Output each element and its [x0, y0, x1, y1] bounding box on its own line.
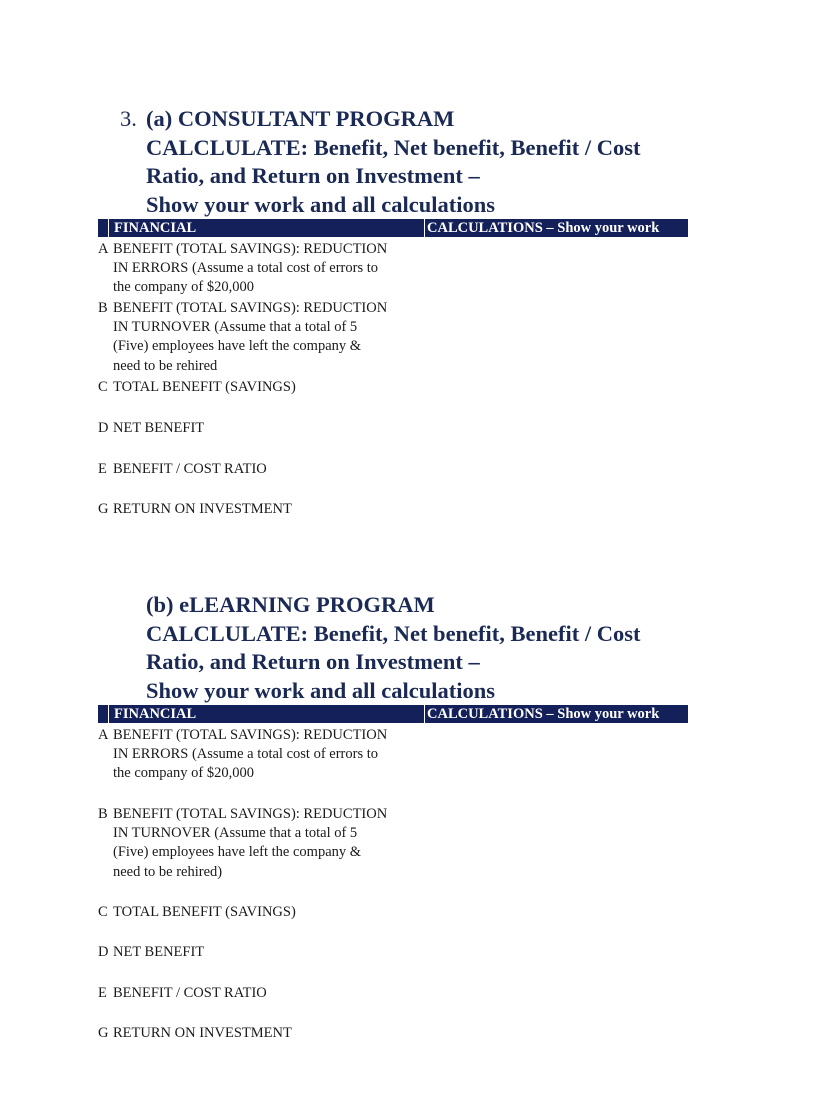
row-label-line: BENEFIT (TOTAL SAVINGS): REDUCTION — [113, 300, 388, 316]
row-label-line: IN ERRORS (Assume a total cost of errors to — [113, 260, 378, 277]
row-letter: A — [98, 727, 109, 743]
heading-line: Show your work and all calculations — [146, 678, 496, 704]
row-label — [113, 903, 428, 922]
row-label — [113, 378, 428, 397]
row-label — [113, 943, 428, 962]
row-letter: D — [98, 420, 109, 436]
row-letter: B — [98, 300, 108, 316]
row-label-line: the company of $20,000 — [113, 279, 254, 296]
row-letter: A — [98, 241, 109, 257]
row-letter: D — [98, 944, 109, 960]
heading-line: CALCLULATE: Benefit, Net benefit, Benefit / Cost — [146, 620, 641, 646]
heading-line: (a) CONSULTANT PROGRAM — [146, 106, 455, 131]
row-label — [113, 726, 428, 784]
row-label — [113, 460, 428, 479]
row-label-line: BENEFIT / COST RATIO — [113, 985, 267, 1001]
row-label-line: (Five) employees have left the company & — [113, 844, 362, 861]
row-label — [113, 1024, 428, 1043]
row-label-line: IN TURNOVER (Assume that a total of 5 — [113, 825, 358, 842]
row-letter: G — [98, 501, 109, 517]
section-heading — [146, 105, 746, 220]
row-label-line: BENEFIT (TOTAL SAVINGS): REDUCTION — [113, 241, 388, 257]
row-label-line: need to be rehired — [113, 357, 218, 374]
row-label-line: need to be rehired) — [113, 863, 223, 880]
table-header — [98, 705, 688, 723]
heading-line: Ratio, and Return on Investment – — [146, 649, 480, 675]
question-number: 3. — [120, 106, 137, 131]
row-label-line: IN TURNOVER (Assume that a total of 5 — [113, 319, 358, 336]
row-label — [113, 419, 428, 438]
row-label-line: (Five) employees have left the company & — [113, 338, 362, 355]
row-letter: C — [98, 379, 108, 395]
row-letter: B — [98, 806, 108, 822]
heading-line: Ratio, and Return on Investment – — [146, 163, 480, 189]
row-label-line: RETURN ON INVESTMENT — [113, 1025, 292, 1041]
row-label — [113, 805, 428, 882]
row-label — [113, 500, 428, 519]
row-label-line: RETURN ON INVESTMENT — [113, 501, 292, 517]
row-label-line: TOTAL BENEFIT (SAVINGS) — [113, 904, 296, 920]
column-header-financial: FINANCIAL — [114, 706, 197, 722]
row-label-line: IN ERRORS (Assume a total cost of errors to — [113, 746, 378, 763]
row-label-line: NET BENEFIT — [113, 944, 205, 960]
row-label — [113, 240, 428, 298]
row-letter: G — [98, 1025, 109, 1041]
table-header — [98, 219, 688, 237]
row-label-line: BENEFIT / COST RATIO — [113, 461, 267, 477]
row-label-line: BENEFIT (TOTAL SAVINGS): REDUCTION — [113, 727, 388, 743]
section-heading — [146, 591, 746, 706]
row-letter: E — [98, 985, 107, 1001]
row-letter: C — [98, 904, 108, 920]
column-header-calculations: CALCULATIONS – Show your work — [427, 220, 660, 236]
heading-line: Show your work and all calculations — [146, 192, 496, 218]
row-label — [113, 299, 428, 376]
column-header-financial: FINANCIAL — [114, 220, 197, 236]
row-letter: E — [98, 461, 107, 477]
row-label-line: BENEFIT (TOTAL SAVINGS): REDUCTION — [113, 806, 388, 822]
row-label-line: TOTAL BENEFIT (SAVINGS) — [113, 379, 296, 395]
heading-line: CALCLULATE: Benefit, Net benefit, Benefit / Cost — [146, 134, 641, 160]
row-label-line: the company of $20,000 — [113, 765, 254, 782]
row-label-line: NET BENEFIT — [113, 420, 205, 436]
row-label — [113, 984, 428, 1003]
column-header-calculations: CALCULATIONS – Show your work — [427, 706, 660, 722]
heading-line: (b) eLEARNING PROGRAM — [146, 592, 435, 617]
